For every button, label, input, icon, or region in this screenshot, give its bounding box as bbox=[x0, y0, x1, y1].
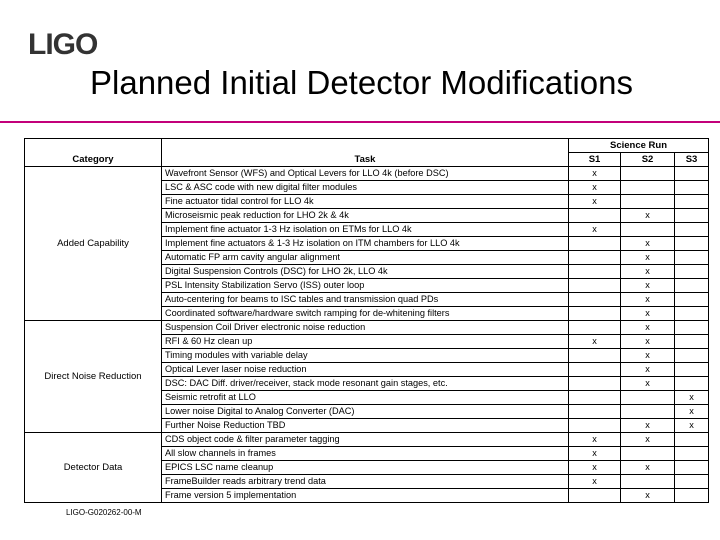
title-divider bbox=[0, 121, 720, 123]
s1-mark-cell bbox=[569, 279, 621, 293]
s2-mark-cell: x bbox=[621, 433, 675, 447]
s2-mark-cell: x bbox=[621, 349, 675, 363]
task-cell: Wavefront Sensor (WFS) and Optical Levers for LLO 4k (before DSC) bbox=[162, 167, 569, 181]
task-cell: Optical Lever laser noise reduction bbox=[162, 363, 569, 377]
s3-mark-cell bbox=[675, 293, 709, 307]
s3-mark-cell bbox=[675, 363, 709, 377]
s3-mark-cell bbox=[675, 433, 709, 447]
s2-mark-cell: x bbox=[621, 335, 675, 349]
s3-mark-cell bbox=[675, 223, 709, 237]
task-cell: Coordinated software/hardware switch ramping for de-whitening filters bbox=[162, 307, 569, 321]
document-id: LIGO-G020262-00-M bbox=[66, 508, 142, 517]
s1-mark-cell bbox=[569, 265, 621, 279]
s2-mark-cell: x bbox=[621, 363, 675, 377]
s1-mark-cell bbox=[569, 349, 621, 363]
task-cell: CDS object code & filter parameter tagging bbox=[162, 433, 569, 447]
s1-mark-cell bbox=[569, 307, 621, 321]
task-cell: Lower noise Digital to Analog Converter (DAC) bbox=[162, 405, 569, 419]
s3-mark-cell: x bbox=[675, 419, 709, 433]
task-cell: Seismic retrofit at LLO bbox=[162, 391, 569, 405]
s1-mark-cell: x bbox=[569, 447, 621, 461]
s3-mark-cell bbox=[675, 209, 709, 223]
task-cell: Implement fine actuators & 1-3 Hz isolation on ITM chambers for LLO 4k bbox=[162, 237, 569, 251]
s3-mark-cell bbox=[675, 321, 709, 335]
s2-mark-cell bbox=[621, 195, 675, 209]
s2-mark-cell bbox=[621, 223, 675, 237]
s3-mark-cell bbox=[675, 461, 709, 475]
s3-mark-cell bbox=[675, 335, 709, 349]
task-cell: Digital Suspension Controls (DSC) for LHO 2k, LLO 4k bbox=[162, 265, 569, 279]
s3-mark-cell: x bbox=[675, 405, 709, 419]
s3-mark-cell bbox=[675, 475, 709, 489]
s1-mark-cell bbox=[569, 377, 621, 391]
s1-mark-cell: x bbox=[569, 167, 621, 181]
s1-mark-cell bbox=[569, 391, 621, 405]
s3-header: S3 bbox=[675, 153, 709, 167]
s2-mark-cell: x bbox=[621, 321, 675, 335]
task-cell: PSL Intensity Stabilization Servo (ISS) outer loop bbox=[162, 279, 569, 293]
s1-mark-cell: x bbox=[569, 475, 621, 489]
task-cell: Further Noise Reduction TBD bbox=[162, 419, 569, 433]
s2-mark-cell: x bbox=[621, 265, 675, 279]
task-cell: Auto-centering for beams to ISC tables and transmission quad PDs bbox=[162, 293, 569, 307]
s2-mark-cell: x bbox=[621, 237, 675, 251]
s1-mark-cell: x bbox=[569, 195, 621, 209]
s2-header: S2 bbox=[621, 153, 675, 167]
task-cell: Timing modules with variable delay bbox=[162, 349, 569, 363]
s2-mark-cell bbox=[621, 167, 675, 181]
task-cell: All slow channels in frames bbox=[162, 447, 569, 461]
s1-mark-cell bbox=[569, 363, 621, 377]
task-cell: DSC: DAC Diff. driver/receiver, stack mode resonant gain stages, etc. bbox=[162, 377, 569, 391]
s1-mark-cell: x bbox=[569, 433, 621, 447]
table-row bbox=[25, 321, 709, 335]
task-cell: Fine actuator tidal control for LLO 4k bbox=[162, 195, 569, 209]
task-cell: Microseismic peak reduction for LHO 2k & 4k bbox=[162, 209, 569, 223]
s3-mark-cell bbox=[675, 181, 709, 195]
s3-mark-cell bbox=[675, 447, 709, 461]
task-cell: Implement fine actuator 1-3 Hz isolation on ETMs for LLO 4k bbox=[162, 223, 569, 237]
s2-mark-cell: x bbox=[621, 307, 675, 321]
header-blank-category bbox=[25, 139, 162, 153]
s3-mark-cell bbox=[675, 377, 709, 391]
task-cell: Automatic FP arm cavity angular alignment bbox=[162, 251, 569, 265]
ligo-logo: LIGO bbox=[28, 28, 98, 61]
s1-mark-cell: x bbox=[569, 335, 621, 349]
s1-mark-cell bbox=[569, 251, 621, 265]
s2-mark-cell: x bbox=[621, 279, 675, 293]
s1-mark-cell bbox=[569, 489, 621, 503]
s2-mark-cell: x bbox=[621, 461, 675, 475]
s3-mark-cell bbox=[675, 307, 709, 321]
task-cell: Frame version 5 implementation bbox=[162, 489, 569, 503]
s2-mark-cell bbox=[621, 447, 675, 461]
task-cell: LSC & ASC code with new digital filter modules bbox=[162, 181, 569, 195]
s2-mark-cell: x bbox=[621, 419, 675, 433]
s2-mark-cell bbox=[621, 475, 675, 489]
s2-mark-cell bbox=[621, 391, 675, 405]
science-run-header: Science Run bbox=[569, 139, 709, 153]
s2-mark-cell bbox=[621, 405, 675, 419]
s2-mark-cell: x bbox=[621, 377, 675, 391]
s3-mark-cell bbox=[675, 279, 709, 293]
category-cell: Added Capability bbox=[25, 167, 162, 321]
s1-mark-cell bbox=[569, 405, 621, 419]
s1-mark-cell: x bbox=[569, 181, 621, 195]
s1-mark-cell bbox=[569, 321, 621, 335]
header-row bbox=[25, 153, 709, 167]
category-cell: Detector Data bbox=[25, 433, 162, 503]
s3-mark-cell bbox=[675, 251, 709, 265]
s3-mark-cell bbox=[675, 265, 709, 279]
s1-mark-cell bbox=[569, 209, 621, 223]
category-cell: Direct Noise Reduction bbox=[25, 321, 162, 433]
s3-mark-cell bbox=[675, 237, 709, 251]
s1-header: S1 bbox=[569, 153, 621, 167]
s1-mark-cell: x bbox=[569, 461, 621, 475]
s3-mark-cell bbox=[675, 349, 709, 363]
task-cell: FrameBuilder reads arbitrary trend data bbox=[162, 475, 569, 489]
task-cell: RFI & 60 Hz clean up bbox=[162, 335, 569, 349]
s1-mark-cell bbox=[569, 237, 621, 251]
s2-mark-cell: x bbox=[621, 251, 675, 265]
table-body bbox=[25, 167, 709, 503]
s2-mark-cell: x bbox=[621, 293, 675, 307]
s2-mark-cell: x bbox=[621, 489, 675, 503]
s1-mark-cell: x bbox=[569, 223, 621, 237]
s3-mark-cell: x bbox=[675, 391, 709, 405]
category-header: Category bbox=[25, 153, 162, 167]
task-header: Task bbox=[162, 153, 569, 167]
task-cell: Suspension Coil Driver electronic noise reduction bbox=[162, 321, 569, 335]
table-row bbox=[25, 167, 709, 181]
s1-mark-cell bbox=[569, 419, 621, 433]
s3-mark-cell bbox=[675, 167, 709, 181]
header-blank-task bbox=[162, 139, 569, 153]
task-cell: EPICS LSC name cleanup bbox=[162, 461, 569, 475]
s3-mark-cell bbox=[675, 489, 709, 503]
s3-mark-cell bbox=[675, 195, 709, 209]
table-row bbox=[25, 433, 709, 447]
s2-mark-cell: x bbox=[621, 209, 675, 223]
slide-title: Planned Initial Detector Modifications bbox=[90, 64, 633, 101]
modifications-table bbox=[24, 138, 709, 503]
s1-mark-cell bbox=[569, 293, 621, 307]
s2-mark-cell bbox=[621, 181, 675, 195]
header-row-top bbox=[25, 139, 709, 153]
